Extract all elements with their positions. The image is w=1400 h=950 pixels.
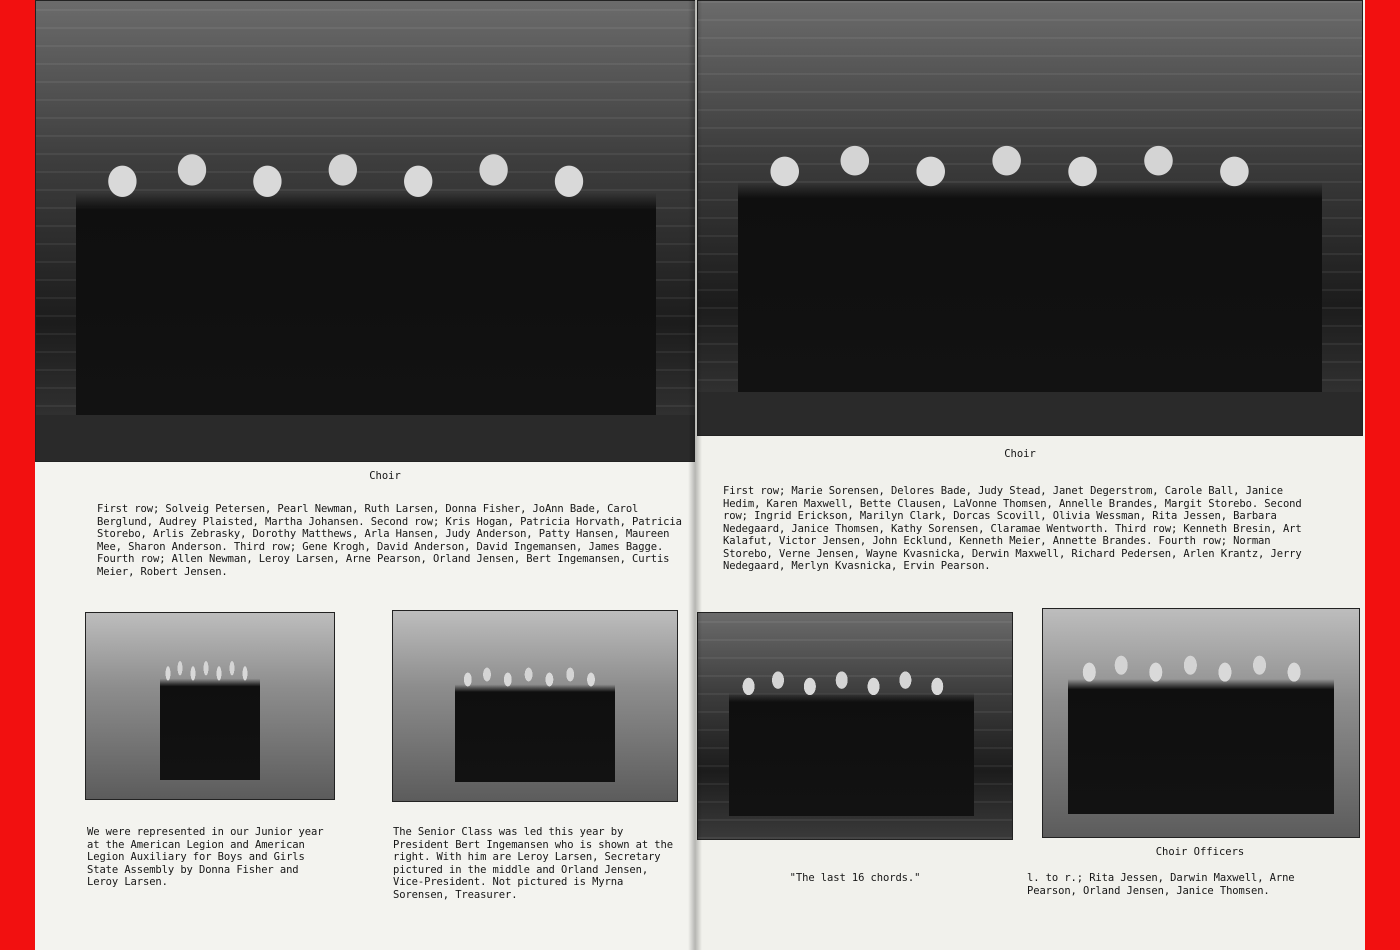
legion-delegates-figure bbox=[160, 650, 259, 780]
choir-photo-left bbox=[35, 0, 697, 462]
choir-names-left: First row; Solveig Petersen, Pearl Newman, Ruth Larsen, Donna Fisher, JoAnn Bade, Carol Berglund, Audrey Plaisted, Martha Johansen. Second row; Kris Hogan, Patricia Horvath, Patricia Storebo, Arlis Zebrasky, Dorothy Matthews, Arla Hansen, Judy Anderson, Patty Hansen, Maureen Mee, Sharon Anderson. Third row; Gene Krogh, David Anderson, David Ingemansen, James Bagge. Fourth row; Allen Newman, Leroy Larsen, Arne Pearson, Orland Jensen, Bert Ingemansen, Curtis Meier, Robert Jensen. bbox=[97, 503, 682, 578]
officers-caption: l. to r.; Rita Jessen, Darwin Maxwell, Arne Pearson, Orland Jensen, Janice Thomsen. bbox=[1027, 872, 1295, 897]
officers-title: Choir Officers bbox=[1155, 846, 1245, 858]
choir-members-figure bbox=[76, 130, 657, 415]
choir-officers-photo bbox=[1042, 608, 1360, 838]
right-page bbox=[695, 0, 1365, 950]
choir-members-figure bbox=[738, 123, 1322, 392]
choir-caption-title-right: Choir bbox=[1004, 448, 1036, 460]
choir-caption-title-left: Choir bbox=[369, 470, 401, 482]
last-chords-photo bbox=[697, 612, 1013, 840]
senior-officers-photo bbox=[392, 610, 678, 802]
legion-photo bbox=[85, 612, 335, 800]
stage-floor bbox=[36, 415, 696, 461]
legion-caption: We were represented in our Junior year at the American Legion and American Legion Auxiliary for Boys and Girls State Assembly by Donna Fisher and Leroy Larsen. bbox=[87, 826, 324, 888]
senior-officers-figure bbox=[455, 657, 614, 782]
officers-at-piano-figure bbox=[1068, 641, 1333, 814]
chords-caption: "The last 16 chords." bbox=[789, 872, 921, 884]
choir-photo-right bbox=[697, 0, 1363, 436]
left-page bbox=[35, 0, 695, 950]
stage-floor bbox=[698, 392, 1362, 435]
choir-names-right: First row; Marie Sorensen, Delores Bade, Judy Stead, Janet Degerstrom, Carole Ball, Janice Hedim, Karen Maxwell, Bette Clausen, LaVonne Thomsen, Annelle Brandes, Margit Storebo. Second row; Ingrid Erickson, Marilyn Clark, Dorcas Scovill, Olivia Wessman, Rita Jessen, Barbara Nedegaard, Janice Thomsen, Kathy Sorensen, Claramae Wentworth. Third row; Kenneth Bresin, Art Kalafut, Victor Jensen, John Ecklund, Kenneth Meier, Annette Brandes. Fourth row; Norman Storebo, Verne Jensen, Wayne Kvasnicka, Derwin Maxwell, Richard Pedersen, Arlen Krantz, Jerry Nedegaard, Merlyn Kvasnicka, Ervin Pearson. bbox=[723, 485, 1302, 572]
small-choir-figure bbox=[729, 658, 974, 816]
book-gutter bbox=[688, 0, 702, 950]
senior-caption: The Senior Class was led this year by President Bert Ingemansen who is shown at the right. With him are Leroy Larsen, Secretary pictured in the middle and Orland Jensen, Vice-President. Not pictured is Myrna Sorensen, Treasurer. bbox=[393, 826, 673, 901]
